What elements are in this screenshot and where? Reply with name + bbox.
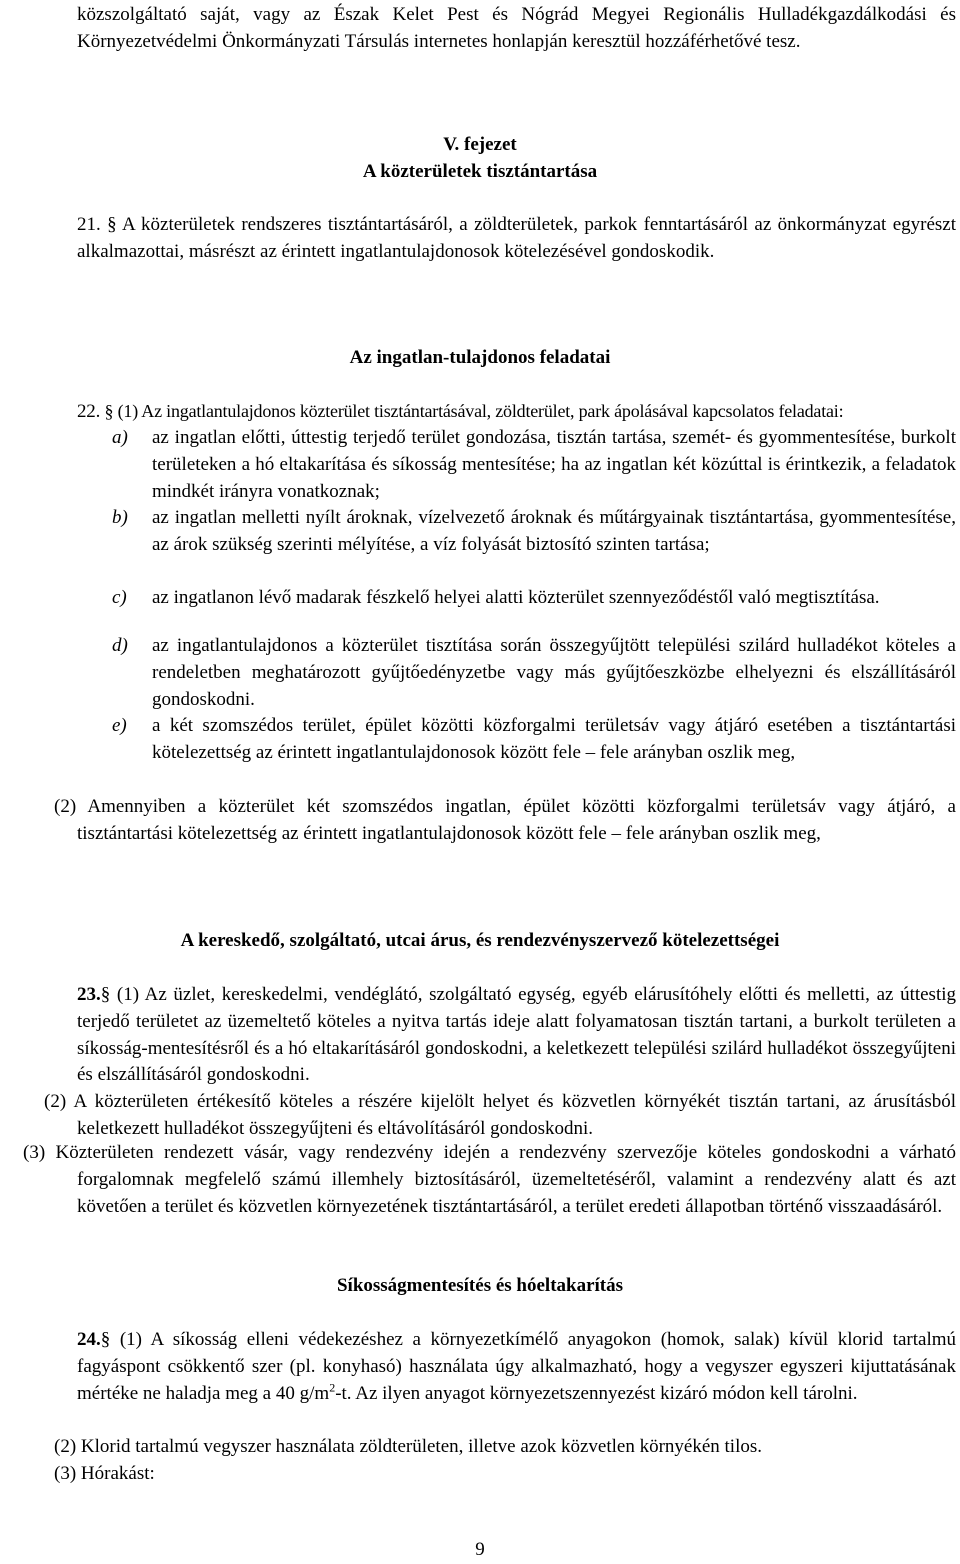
chapter-title: A közterületek tisztántartása (362, 161, 598, 182)
superscript: 2 (329, 1380, 336, 1395)
section-22-label: 22. (77, 401, 101, 422)
section-23-p1-text: (1) Az üzlet, kereskedelmi, vendéglátó, szolgáltató egység, egyéb elárusítóhely előtti és melletti, az úttestig terjedő területet az üzemeltető köteles a nyitva tartás ideje alatt folyamatosan tisztán tartani, a burkolt területen a síkosság-mentesítésről és a hó eltakarításáról gondoskodni, a keletkezett települési szilárd hulladékot összegyűjteni és elszállításáról gondoskodni. (77, 984, 957, 1086)
heading-ice-removal: Síkosságmentesítés és hóeltakarítás (336, 1275, 624, 1296)
list-item-marker: b) (112, 507, 128, 528)
list-item-text: az ingatlanon lévő madarak fészkelő helyei alatti közterület szennyeződéstől való megtisztítása. (152, 587, 880, 608)
section-23-p1 (77, 982, 956, 1089)
list-item-marker: c) (112, 587, 127, 608)
page-number: 9 (475, 1539, 485, 1560)
section-23-p3: (3) Közterületen rendezett vásár, vagy rendezvény idején a rendezvény szervezője köteles gondoskodni a várható forgalomnak megfelelő számú illemhely biztosításáról, üzemeltetéséről, valamint a rendezvény alatt és azt követően a terület és közvetlen környezetének tisztántartásáról, a terület eredeti állapotban történő visszaadásáról. (23, 1142, 956, 1217)
section-sign-icon: § (107, 214, 117, 235)
section-22-p2: (2) Amennyiben a közterület két szomszédos ingatlan, épület közötti közforgalmi területsáv vagy átjáró, a tisztántartási kötelezettség az érintett ingatlantulajdonosok között fele – fele arányban oszlik meg, (54, 796, 956, 844)
list-item-marker: e) (112, 715, 127, 736)
section-24-p1 (77, 1327, 956, 1407)
section-24-label: 24. (77, 1329, 101, 1350)
section-22-p1 (77, 398, 960, 426)
list-item-b (112, 505, 956, 559)
list-item-e (112, 713, 956, 767)
section-sign-icon: § (100, 984, 111, 1005)
section-21-text: A közterületek rendszeres tisztántartásáról, a zöldterületek, parkok fenntartásáról az önkormányzat egyrészt alkalmazottai, másrészt az érintett ingatlantulajdonosok kötelezésével gondoskodik. (77, 214, 957, 262)
section-22-p1-text: (1) Az ingatlantulajdonos közterület tisztántartásával, zöldterület, park ápolásával kapcsolatos feladatai: (117, 401, 844, 421)
heading-trader-duties: A kereskedő, szolgáltató, utcai árus, és rendezvényszervező kötelezettségei (180, 930, 780, 951)
chapter-number: V. fejezet (443, 134, 517, 155)
list-item-c (112, 585, 956, 612)
section-24-p3: (3) Hórakást: (54, 1463, 155, 1484)
section-sign-icon: § (104, 401, 114, 421)
section-24-p2: (2) Klorid tartalmú vegyszer használata zöldterületen, illetve azok közvetlen környékén tilos. (54, 1436, 763, 1457)
list-item-text: az ingatlan melletti nyílt ároknak, vízelvezető ároknak és műtárgyainak tisztántartása, gyommentesítése, az árok szükség szerinti mélyítése, a víz folyását biztosító szinten tartása; (152, 507, 956, 555)
list-item-text: a két szomszédos terület, épület közötti közforgalmi területsáv vagy átjáró esetében a tisztántartási kötelezettség az érintett ingatlantulajdonosok között fele – fele arányban oszlik meg, (152, 715, 956, 763)
section-21-label: 21. (77, 214, 101, 235)
list-item-marker: a) (112, 427, 128, 448)
section-21 (77, 212, 956, 266)
list-item-marker: d) (112, 635, 128, 656)
list-item-a (112, 425, 956, 505)
section-24-p1-text-cont: -t. Az ilyen anyagot környezetszennyezést kizáró módon kell tárolni. (335, 1382, 858, 1404)
section-sign-icon: § (100, 1329, 111, 1350)
section-23-p2: (2) A közterületen értékesítő köteles a részére kijelölt helyet és közvetlen környékét tisztán tartani, az árusításból keletkezett hulladékot összegyűjteni és eltávolításáról gondoskodni. (44, 1091, 956, 1139)
intro-paragraph: közszolgáltató saját, vagy az Észak Kelet Pest és Nógrád Megyei Regionális Hulladékgazdálkodási és Környezetvédelmi Önkormányzati Társulás internetes honlapján keresztül hozzáférhetővé tesz. (77, 4, 956, 52)
list-item-text: az ingatlan előtti, úttestig terjedő terület gondozása, tisztán tartása, szemét- és gyommentesítése, burkolt területeken a hó eltakarítása és síkosság mentesítése; ha az ingatlan két közúttal is érintkezik, a feladatok mindkét irányra vonatkoznak; (152, 427, 956, 502)
heading-owner-duties: Az ingatlan-tulajdonos feladatai (349, 347, 611, 368)
list-item-d (112, 633, 956, 713)
section-23-label: 23. (77, 984, 101, 1005)
list-item-text: az ingatlantulajdonos a közterület tisztítása során összegyűjtött települési szilárd hulladékot köteles a rendeletben meghatározott gyűjtőedényzetbe vagy más gyűjtőeszközbe elhelyezni és elszállításáról gondoskodni. (152, 635, 956, 710)
section-24-p1-text: (1) A síkosság elleni védekezéshez a környezetkímélő anyagokon (homok, salak) kívül klorid tartalmú fagyáspont csökkentő szer (pl. konyhasó) használata úgy alkalmazható, hogy a vegyszer egyszeri kijuttatásának mértéke ne haladja meg a 40 g/m (77, 1329, 956, 1404)
